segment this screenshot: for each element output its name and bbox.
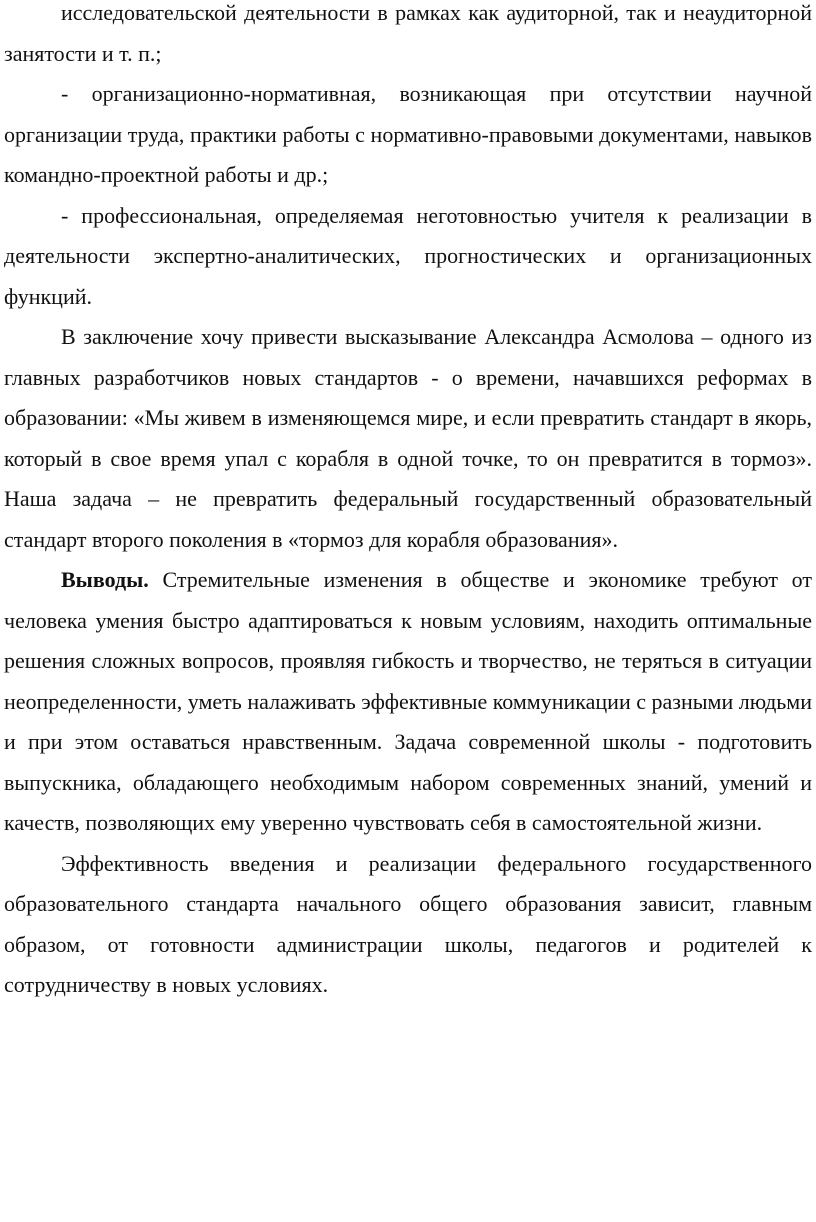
document-page	[4, 0, 812, 1006]
paragraph-asmolov-quote: В заключение хочу привести высказывание Александра Асмолова – одного из главных разработчиков новых стандартов - о времени, начавшихся реформах в образовании: «Мы живем в изменяющемся мире, и если превратить стандарт в якорь, который в свое время упал с корабля в одной точке, то он превратится в тормоз». Наша задача – не превратить федеральный государственный образовательный стандарт второго поколения в «тормоз для корабля образования».	[4, 324, 812, 552]
paragraph-conclusions	[4, 560, 812, 844]
conclusions-text: Стремительные изменения в обществе и экономике требуют от человека умения быстро адаптироваться к новым условиям, находить оптимальные решения сложных вопросов, проявляя гибкость и творчество, не теряться в ситуации неопределенности, уметь налаживать эффективные коммуникации с разными людьми и при этом оставаться нравственным. Задача современной школы - подготовить выпускника, обладающего необходимым набором современных знаний, умений и качеств, позволяющих ему уверенно чувствовать себя в самостоятельной жизни.	[4, 567, 812, 835]
paragraph-organizational-normative: - организационно-нормативная, возникающая при отсутствии научной организации труда, практики работы с нормативно-правовыми документами, навыков командно-проектной работы и др.;	[4, 81, 812, 187]
paragraph-professional: - профессиональная, определяемая неготовностью учителя к реализации в деятельности экспертно-аналитических, прогностических и организационных функций.	[4, 202, 812, 309]
conclusions-heading: Выводы.	[61, 567, 149, 592]
paragraph-effectiveness: Эффективность введения и реализации федерального государственного образовательного стандарта начального общего образования зависит, главным образом, от готовности администрации школы, педагогов и родителей к сотрудничеству в новых условиях.	[4, 850, 812, 997]
paragraph-research-activity: исследовательской деятельности в рамках как аудиторной, так и неаудиторной занятости и т. п.;	[4, 0, 812, 66]
